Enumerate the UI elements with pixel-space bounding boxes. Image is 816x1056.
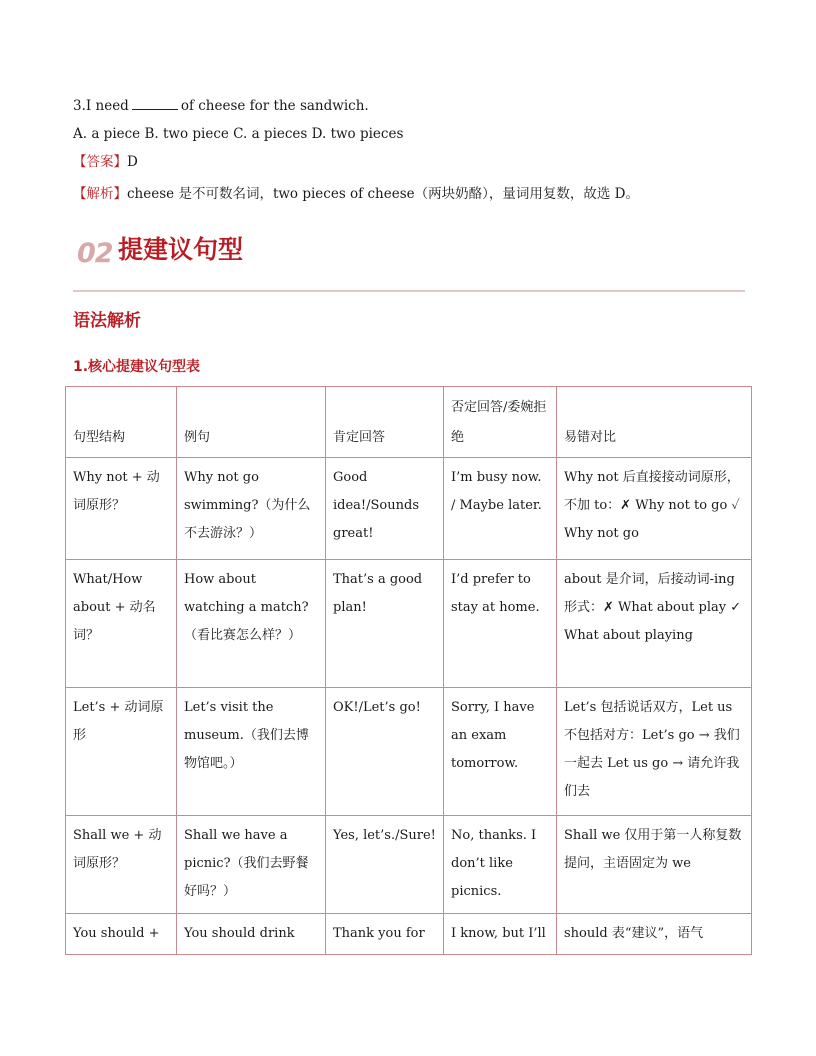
table-cell: That’s a good plan! (326, 560, 444, 688)
table-cell: about 是介词，后接动词-ing 形式：✗ What about play ✓ What about playing (557, 560, 752, 688)
grammar-subheading: 语法解析 (73, 311, 141, 331)
table-cell: I’m busy now. / Maybe later. (444, 458, 557, 560)
question-stem (73, 97, 369, 115)
table-cell: Good idea!/Sounds great! (326, 458, 444, 560)
suggestion-pattern-table (65, 386, 752, 955)
table-row (66, 458, 752, 560)
table-row (66, 914, 752, 955)
table-cell: Sorry, I have an exam tomorrow. (444, 688, 557, 816)
answer-line (73, 153, 138, 171)
question-stem-end: of cheese for the sandwich. (180, 98, 369, 114)
answer-blank (132, 97, 178, 110)
header-cell: 肯定回答 (326, 387, 444, 458)
table-cell: You should drink (177, 914, 326, 955)
header-cell: 否定回答/委婉拒绝 (444, 387, 557, 458)
table-cell: Thank you for (326, 914, 444, 955)
table-cell: Shall we 仅用于第一人称复数提问，主语固定为 we (557, 816, 752, 914)
table-cell: should 表“建议”，语气 (557, 914, 752, 955)
table-cell: What/How about + 动名词？ (66, 560, 177, 688)
table-cell: Why not 后直接接动词原形，不加 to：✗ Why not to go ✓ Why not go (557, 458, 752, 560)
table-cell: Shall we + 动词原形？ (66, 816, 177, 914)
table-cell: Let’s visit the museum.（我们去博物馆吧。） (177, 688, 326, 816)
table-cell: I know, but I’ll (444, 914, 557, 955)
answer-label: 【答案】 (73, 154, 127, 170)
table-row (66, 688, 752, 816)
table-cell: Why not + 动词原形？ (66, 458, 177, 560)
table-cell: How about watching a match?（看比赛怎么样？） (177, 560, 326, 688)
table-title: 1.核心提建议句型表 (73, 359, 201, 375)
header-cell: 句型结构 (66, 387, 177, 458)
header-cell: 例句 (177, 387, 326, 458)
question-options: A. a piece B. two piece C. a pieces D. two pieces (73, 126, 404, 142)
section-divider (73, 290, 745, 292)
table-cell: Let’s 包括说话双方，Let us 不包括对方：Let’s go → 我们一起去 Let us go → 请允许我们去 (557, 688, 752, 816)
answer-value: D (127, 154, 138, 170)
table-cell: I’d prefer to stay at home. (444, 560, 557, 688)
table-cell: Shall we have a picnic?（我们去野餐好吗？） (177, 816, 326, 914)
table-row (66, 560, 752, 688)
section-number: 02 (77, 238, 113, 269)
analysis-label: 【解析】 (73, 186, 127, 202)
header-cell: 易错对比 (557, 387, 752, 458)
table-row (66, 816, 752, 914)
table-cell: You should + (66, 914, 177, 955)
analysis-line (73, 185, 639, 203)
table-cell: Why not go swimming?（为什么不去游泳？） (177, 458, 326, 560)
section-title: 提建议句型 (118, 235, 244, 264)
table-header-row (66, 387, 752, 458)
table-cell: Yes, let’s./Sure! (326, 816, 444, 914)
analysis-text: cheese 是不可数名词，two pieces of cheese（两块奶酪），量词用复数，故选 D。 (127, 186, 639, 202)
table-cell: OK!/Let’s go! (326, 688, 444, 816)
table-cell: No, thanks. I don’t like picnics. (444, 816, 557, 914)
question-stem-start: 3.I need (73, 98, 129, 114)
table-cell: Let’s + 动词原形 (66, 688, 177, 816)
